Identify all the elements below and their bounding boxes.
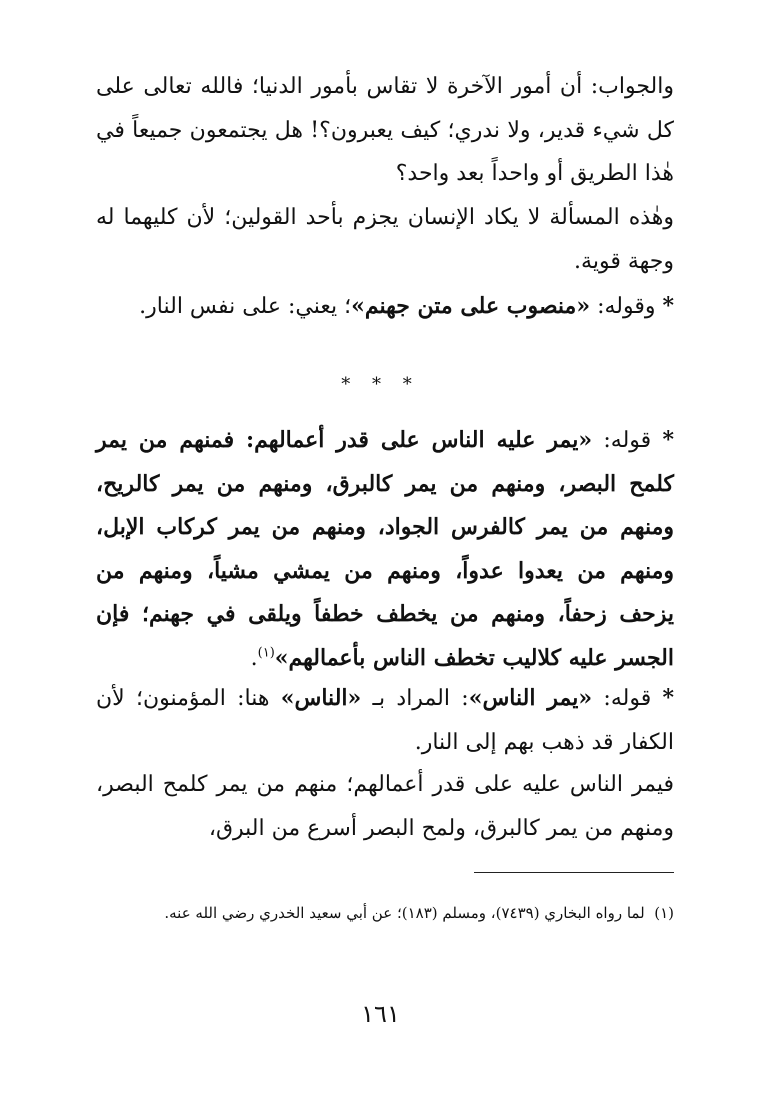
paragraph-pass: فيمر الناس عليه على قدر أعمالهم؛ منهم من يمر كلمح البصر، ومنهم من يمر كالبرق، ولمح البصر أسرع من البرق، [96, 772, 674, 841]
footnote-divider [474, 872, 674, 873]
middle-text: : المراد بـ [361, 686, 469, 711]
hadith-quote: «يمر عليه الناس على قدر أعمالهم: فمنهم من يمر كلمح البصر، ومنهم من يمر كالبرق، ومنهم من يمر كالريح، ومنهم من يمر كالفرس الجواد، ومنهم من يمر كركاب الإبل، ومنهم من يعدوا عدواً، ومنهم من يمشي مشياً، ومنهم من يزحف زحفاً، ومنهم من يخطف خطفاً ويلقى في جهنم؛ فإن الجسر عليه كلاليب تخطف الناس بأعمالهم» [96, 427, 675, 671]
lead-text: قوله: [592, 428, 663, 453]
section-separator: * * * [341, 374, 420, 395]
bullet-star: * [662, 293, 674, 319]
paragraph-answer: والجواب: أن أمور الآخرة لا تقاس بأمور الدنيا؛ فالله تعالى على كل شيء قدير، ولا ندري؛ كيف يعبرون؟! هل يجتمعون جميعاً في هٰذا الطريق أو واحداً بعد واحد؟ [96, 74, 674, 186]
paragraph-people [96, 677, 674, 764]
explanation-text: هنا: المؤمنون؛ لأن الكفار قد ذهب بهم إلى النار. [96, 686, 674, 755]
bullet-star: * [662, 685, 675, 711]
footnote-text: لما رواه البخاري (٧٤٣٩)، ومسلم (١٨٣)؛ عن أبي سعيد الخدري رضي الله عنه. [164, 904, 645, 922]
lead-text: قوله: [592, 686, 663, 711]
footnote [96, 896, 674, 930]
explanation-text: ؛ يعني: على نفس النار. [139, 294, 352, 319]
bullet-star: * [662, 427, 674, 453]
page-number: ١٦١ [361, 1000, 400, 1028]
paragraph-hadith [96, 419, 674, 680]
quoted-text: «الناس» [280, 685, 362, 711]
paragraph-on-hell [96, 285, 674, 329]
paragraph-issue: وهٰذه المسألة لا يكاد الإنسان يجزم بأحد القولين؛ لأن كليهما له وجهة قوية. [96, 205, 674, 274]
footnote-reference: (١) [257, 645, 275, 661]
quoted-text: «منصوب على متن جهنم» [351, 293, 591, 319]
lead-text: وقوله: [590, 294, 663, 319]
period: . [250, 645, 258, 671]
quoted-text: «يمر الناس» [468, 685, 593, 711]
footnote-marker: (١) [654, 904, 674, 922]
